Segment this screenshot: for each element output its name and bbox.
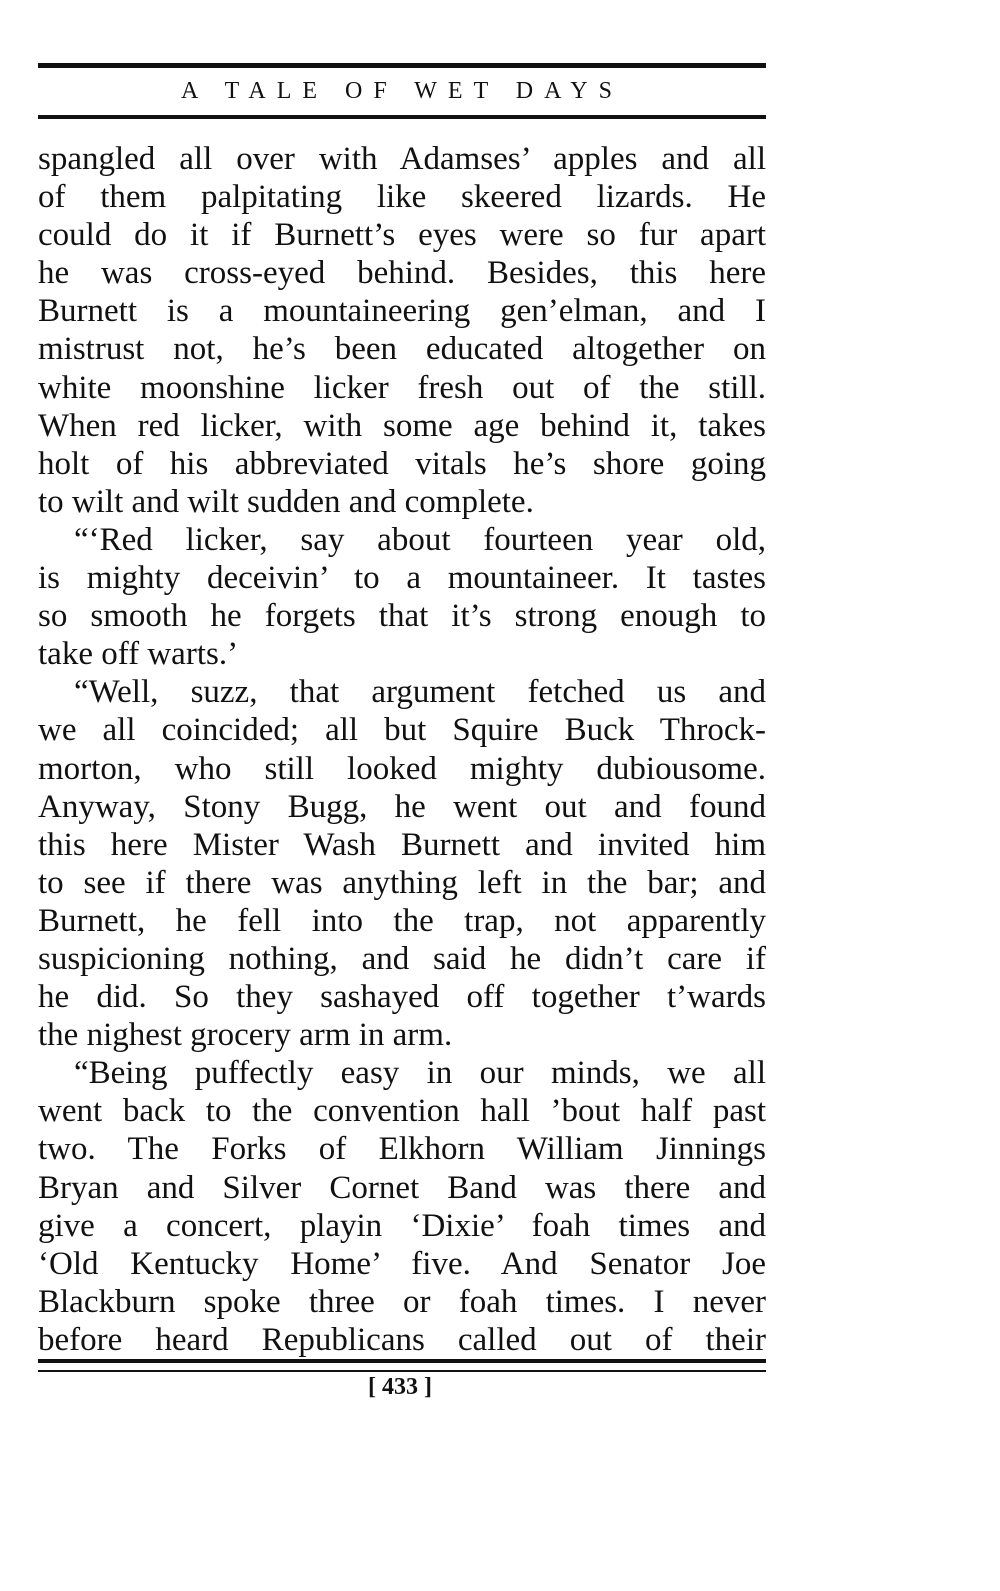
text-line: before heard Republicans called out of their bbox=[38, 1321, 766, 1358]
text-line: is mighty deceivin’ to a mountaineer. It tastes bbox=[38, 560, 766, 597]
text-line: “Being puffectly easy in our minds, we all bbox=[74, 1055, 766, 1092]
text-line: we all coincided; all but Squire Buck Throck- bbox=[38, 712, 766, 749]
text-line: two. The Forks of Elkhorn William Jinnings bbox=[38, 1131, 766, 1168]
text-line: to wilt and wilt sudden and complete. bbox=[38, 483, 534, 520]
header-rule-bottom bbox=[38, 115, 766, 119]
text-line: Burnett is a mountaineering gen’elman, and I bbox=[38, 293, 766, 330]
text-line: Bryan and Silver Cornet Band was there and bbox=[38, 1169, 766, 1206]
text-line: this here Mister Wash Burnett and invited him bbox=[38, 826, 766, 863]
text-line: to see if there was anything left in the bar; and bbox=[38, 864, 766, 901]
text-line: he was cross-eyed behind. Besides, this here bbox=[38, 255, 766, 292]
running-head: A TALE OF WET DAYS bbox=[181, 78, 623, 104]
text-line: “Well, suzz, that argument fetched us and bbox=[74, 674, 766, 711]
text-line: mistrust not, he’s been educated altogether on bbox=[38, 331, 766, 368]
text-line: Blackburn spoke three or foah times. I never bbox=[38, 1283, 766, 1320]
text-line: give a concert, playin ‘Dixie’ foah times and bbox=[38, 1207, 766, 1244]
text-line: white moonshine licker fresh out of the still. bbox=[38, 369, 766, 406]
text-line: suspicioning nothing, and said he didn’t care if bbox=[38, 940, 766, 977]
header-rule-top bbox=[38, 63, 766, 68]
text-line: Burnett, he fell into the trap, not apparently bbox=[38, 902, 766, 939]
text-line: so smooth he forgets that it’s strong enough to bbox=[38, 598, 766, 635]
text-line: spangled all over with Adamses’ apples and all bbox=[38, 141, 766, 177]
page-number: [ 433 ] bbox=[368, 1374, 432, 1400]
text-line: he did. So they sashayed off together t’wards bbox=[38, 979, 766, 1016]
text-line: could do it if Burnett’s eyes were so fur apart bbox=[38, 217, 766, 254]
text-line: take off warts.’ bbox=[38, 636, 239, 673]
text-line: morton, who still looked mighty dubiousome. bbox=[38, 750, 766, 787]
body-text bbox=[38, 140, 766, 1359]
text-line: of them palpitating like skeered lizards. He bbox=[38, 179, 766, 216]
footer-rule-top bbox=[38, 1359, 766, 1363]
footer-rule-bottom bbox=[38, 1370, 766, 1372]
text-line: “‘Red licker, say about fourteen year old, bbox=[74, 521, 766, 558]
text-line: holt of his abbreviated vitals he’s shore going bbox=[38, 445, 766, 482]
text-line: Anyway, Stony Bugg, he went out and found bbox=[38, 788, 766, 825]
text-line: ‘Old Kentucky Home’ five. And Senator Joe bbox=[38, 1245, 766, 1282]
text-line: went back to the convention hall ’bout half past bbox=[38, 1093, 766, 1130]
text-line: the nighest grocery arm in arm. bbox=[38, 1017, 453, 1054]
text-line: When red licker, with some age behind it, takes bbox=[38, 407, 766, 444]
